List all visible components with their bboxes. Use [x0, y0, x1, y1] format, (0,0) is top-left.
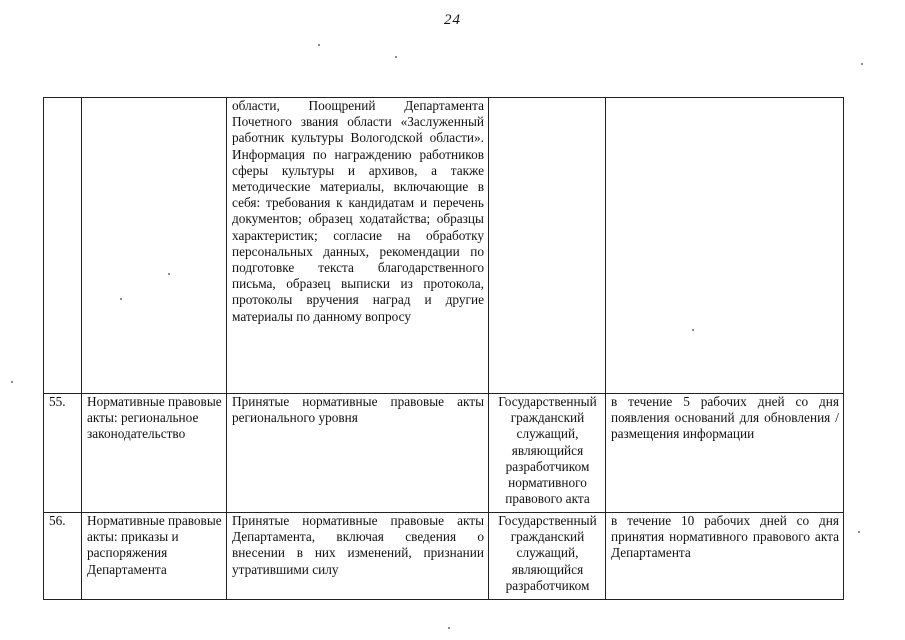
scan-speck — [168, 273, 170, 275]
description-cell: Принятые нормативные правовые акты Департамента, включая сведения о внесении в них изменений, признании утратившими силу — [227, 513, 489, 600]
scan-speck — [861, 63, 863, 65]
table-row — [44, 394, 844, 513]
page-number: 24 — [444, 12, 461, 28]
row-number-cell: 55. — [44, 394, 82, 513]
description-cell: Принятые нормативные правовые акты регионального уровня — [227, 394, 489, 513]
scan-speck — [692, 329, 694, 331]
category-cell: Нормативные правовые акты: региональное законодательство — [82, 394, 227, 513]
responsible-cell: Государственный гражданский служащий, являющийся разработчиком — [489, 513, 606, 600]
term-cell: в течение 10 рабочих дней со дня принятия нормативного правового акта Департамента — [606, 513, 844, 600]
category-cell: Нормативные правовые акты: приказы и распоряжения Департамента — [82, 513, 227, 600]
term-cell: в течение 5 рабочих дней со дня появления оснований для обновления /размещения информации — [606, 394, 844, 513]
description-cell: области, Поощрений Департамента Почетного звания области «Заслуженный работник культуры Вологодской области». Информация по награждению работников сферы культуры и архивов, а также методические материалы, включающие в себя: требования к кандидатам и перечень документов; образец ходатайства; образцы характеристик; согласие на обработку персональных данных, рекомендации по подготовке текста благодарственного письма, образец выписки из протокола, протоколы вручения наград и другие материалы по данному вопросу — [227, 98, 489, 394]
scan-speck — [120, 298, 122, 300]
category-cell — [82, 98, 227, 394]
scan-speck — [318, 44, 320, 46]
row-number-cell — [44, 98, 82, 394]
scan-speck — [11, 381, 13, 383]
term-cell — [606, 98, 844, 394]
scan-speck — [858, 531, 860, 533]
table-row — [44, 513, 844, 600]
row-number-cell: 56. — [44, 513, 82, 600]
responsible-cell — [489, 98, 606, 394]
document-table — [43, 97, 844, 600]
table-row — [44, 98, 844, 394]
scan-speck — [448, 627, 450, 629]
scan-speck — [395, 56, 397, 58]
responsible-cell: Государственный гражданский служащий, являющийся разработчиком нормативного правового акта — [489, 394, 606, 513]
